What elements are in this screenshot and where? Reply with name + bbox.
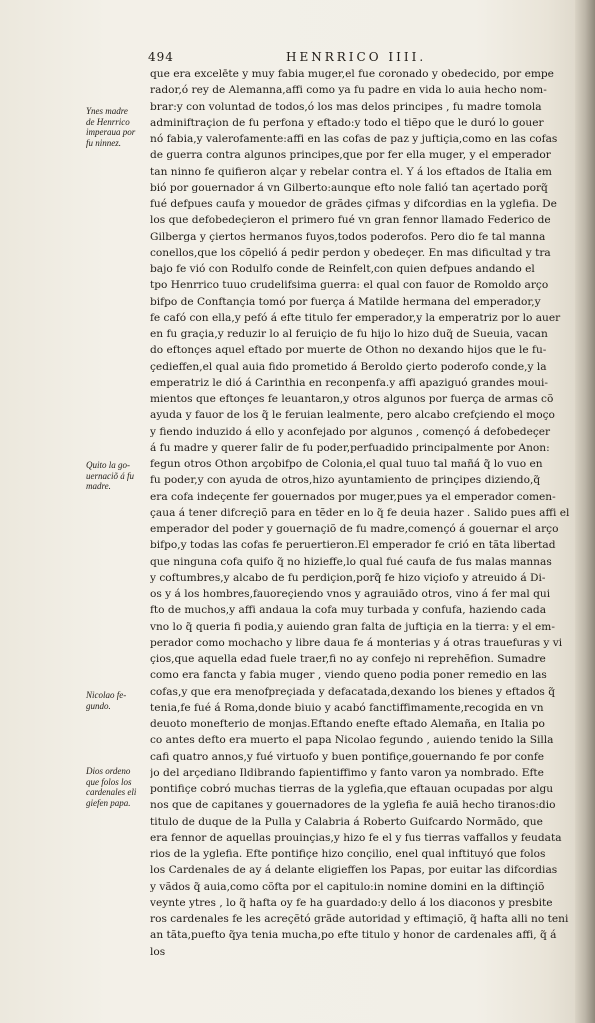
text-line: vno lo q̃ queria fi podia,y auiendo gran falta de juftiçia en la tierra: y el em- [150, 620, 555, 633]
text-line: los que defobedeçieron el primero fué vn gran fennor llamado Federico de [150, 214, 551, 227]
marginal-note [86, 690, 156, 711]
text-line: y fiendo induzido á ello y aconfejado por algunos , començó á defobedeçer [150, 425, 551, 438]
text-line: emperatriz le dió á Carinthia en reconpenfa.y affi apaziguó grandes moui- [150, 376, 549, 389]
text-line: era fennor de aquellas prouinçias,y hizo fe el y fus tierras vaffallos y feudata [150, 831, 562, 844]
text-line: bifpo,y todas las cofas fe peruertieron.El emperador fe crió en tãta libertad [150, 539, 556, 552]
text-line: fu poder,y con ayuda de otros,hizo ayuntamiento de prinçipes diziendo,q̃ [150, 474, 541, 487]
text-line: tpo Henrrico tuuo crudelifsima guerra: el qual con fauor de Romoldo arço [150, 279, 549, 292]
text-line: bifpo de Conftançia tomó por fuerça á Matilde hermana del emperador,y [150, 295, 541, 308]
text-line: tan ninno fe quifieron alçar y rebelar contra el. Y á los eftados de Italia em [150, 165, 552, 178]
text-line: titulo de duque de la Pulla y Calabria á Roberto Guifcardo Normãdo, que [150, 815, 543, 828]
marginal-note-line: de Henrrico [86, 116, 130, 127]
text-line: an tãta,puefto q̃ya tenia mucha,po efte titulo y honor de cardenales affi, q̃ á [150, 929, 557, 942]
text-line: cofas,y que era menofpreçiada y defacatada,dexando los bienes y eftados q̃ [150, 685, 555, 698]
text-line: jo del arçediano Ildibrando fapientiffimo y fanto varon ya nombrado. Efte [150, 766, 544, 779]
text-line: nó fabia,y valerofamente:affi en las cofas de paz y juftiçia,como en las cofas [150, 133, 558, 145]
text-line: rador,ó rey de Alemanna,affi como ya fu padre en vida lo auia hecho nom- [150, 84, 547, 97]
text-line: cafi quatro annos,y fué virtuofo y buen pontifiçe,gouernando fe por confe [150, 750, 545, 763]
text-line: fe cafó con ella,y pefó á efte titulo fer emperador,y la emperatriz por lo auer [150, 311, 561, 324]
text-line: os y á los hombres,fauoreçiendo vnos y agrauiãdo otros, vino á fer mal qui [150, 588, 551, 600]
text-line: los [150, 945, 166, 958]
text-line: fto de muchos,y affi andaua la cofa muy turbada y confufa, haziendo cada [150, 604, 547, 617]
text-line: çedieffen,el qual auia fido prometido á Beroldo çierto poderofo conde,y la [150, 360, 547, 373]
marginal-note [86, 106, 156, 148]
text-line: fué defpues caufa y mouedor de grãdes çifmas y difcordias en la yglefia. De [150, 198, 557, 210]
marginal-note-line: Dios ordeno [86, 766, 131, 776]
text-line: ros cardenales fe les acreçẽtó grãde autoridad y eftimaçiõ, q̃ hafta alli no teni [150, 913, 569, 925]
marginal-note-line: cardenales eli [86, 787, 137, 797]
text-line: çios,que aquella edad fuele traer,fi no ay confejo ni reprehẽfion. Sumadre [150, 653, 546, 665]
text-line: emperador del poder y gouernaçiõ de fu madre,començó á gouernar el arço [150, 523, 559, 535]
text-line: do eftonçes aquel eftado por muerte de Othon no dexando hijos que le fu- [150, 344, 547, 357]
text-line: bajo fe vió con Rodulfo conde de Reinfelt,con quien defpues andando el [150, 263, 535, 275]
marginal-note-line: Nicolao fe- [86, 690, 127, 700]
marginal-note-line: Ynes madre [86, 106, 128, 116]
text-line: co antes defto era muerto el papa Nicolao fegundo , auiendo tenido la Silla [150, 734, 554, 747]
text-line: de guerra contra algunos principes,que por fer ella muger, y el emperador [150, 149, 551, 162]
text-line: adminiftraçion de fu perfona y eftado:y todo el tiẽpo que le duró lo gouer [150, 116, 544, 129]
text-line: çaua á tener difcreçiõ para en tẽder en lo q̃ fe deuia hazer . Salido pues affi el [150, 506, 570, 519]
text-line: veynte ytres , lo q̃ hafta oy fe ha guardado:y dello á los diaconos y presbite [150, 896, 553, 909]
text-line: á fu madre y querer falir de fu poder,perfuadido principalmente por Anon: [150, 441, 550, 454]
text-line: Gilberga y çiertos hermanos fuyos,todos poderofos. Pero dio fe tal manna [150, 230, 546, 243]
text-line: que ninguna cofa quifo q̃ no hizieffe,lo qual fué caufa de fus malas mannas [150, 555, 552, 568]
page-number: 494 [148, 50, 174, 64]
marginal-note [86, 460, 156, 492]
book-binding-edge [575, 0, 595, 1023]
text-line: deuoto monefterio de monjas.Eftando enefte eftado Alemaña, en Italia po [150, 718, 545, 730]
text-line: que era excelēte y muy fabia muger,el fue coronado y obedecido, por empe [150, 68, 554, 80]
text-line: en fu graçia,y reduzir lo al feruiçio de fu hijo lo hizo duq̃ de Sueuia, vacan [150, 328, 548, 340]
text-line: los Cardenales de ay á delante eligieffen los Papas, por euitar las difcordias [150, 864, 558, 877]
text-line: nos que de capitanes y gouernadores de la yglefia fe auiã hecho tiranos:dio [150, 799, 556, 812]
text-line: brar:y con voluntad de todos,ó los mas delos principes , fu madre tomola [150, 100, 542, 113]
marginal-note-line: fu ninnez. [86, 137, 121, 148]
text-line: era cofa indeçente fer gouernados por muger,pues ya el emperador comen- [150, 490, 556, 503]
marginal-note-line: madre. [86, 481, 111, 491]
page-header [148, 50, 568, 66]
text-line: como era fancta y fabia muger , viendo queno podia poner remedio en las [150, 669, 547, 682]
marginal-note-line: giefen papa. [86, 797, 131, 808]
marginal-note-line: uernaciõ á fu [86, 470, 134, 481]
text-line: tenia,fe fué á Roma,donde biuio y acabó fanctiffimamente,recogida en vn [150, 701, 544, 714]
body-text [150, 66, 570, 960]
running-title: HENRRICO IIII. [286, 50, 427, 64]
text-line: rios de la yglefia. Efte pontifiçe hizo conçilio, enel qual inftituyó que folos [150, 848, 546, 860]
text-line: y coftumbres,y alcabo de fu perdiçion,porq̃ fe hizo viçiofo y atreuido á Di- [150, 571, 546, 584]
text-line: conellos,que los cõpelió á pedir perdon y obedeçer. En mas dificultad y tra [150, 246, 551, 259]
marginal-note [86, 766, 156, 808]
text-line: mientos que eftonçes fe leuantaron,y otros algunos por fuerça de armas cõ [150, 393, 554, 405]
text-line: y vãdos q̃ auia,como cõfta por el capitulo:in nomine domini en la diftinçiõ [150, 880, 545, 893]
marginal-note-line: gundo. [86, 700, 111, 711]
text-line: ayuda y fauor de los q̃ le feruian lealmente, pero alcabo crefçiendo el moço [150, 409, 555, 422]
text-line: perador como mochacho y libre daua fe á monterias y á otras trauefuras y vi [150, 636, 563, 649]
marginal-note-line: Quito la go- [86, 460, 130, 470]
text-line: pontifiçe cobró muchas tierras de la yglefia,que eftauan ocupadas por algu [150, 783, 554, 795]
marginal-note-line: que folos los [86, 776, 132, 787]
text-line: fegun otros Othon arçobifpo de Colonia,el qual tuuo tal mañá q̃ lo vuo en [150, 458, 543, 470]
text-line: bió por gouernador á vn Gilberto:aunque efto nole falió tan açertado porq̃ [150, 181, 548, 194]
marginal-note-line: imperaua por [86, 127, 136, 137]
